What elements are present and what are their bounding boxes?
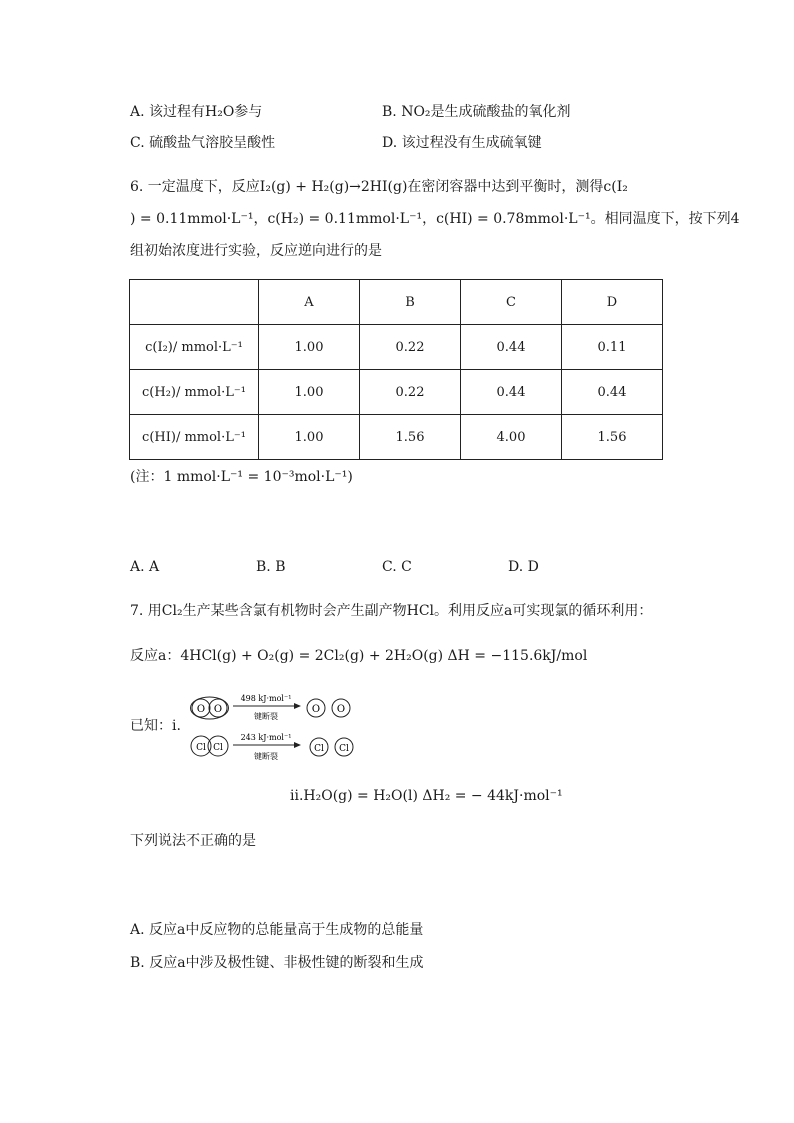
q7-option-a: A. 反应a中反应物的总能量高于生成物的总能量 [130, 922, 424, 938]
o-atom-label: O [311, 704, 321, 715]
arrow-head-icon [294, 703, 301, 709]
row-label: c(HI)/ mmol·L⁻¹ [130, 415, 259, 460]
q5-option-d: D. 该过程没有生成硫氧键 [382, 135, 542, 151]
cl-atom-label: Cl [314, 744, 324, 754]
q6-stem-line1: 6. 一定温度下，反应I₂(g) + H₂(g)→2HI(g)在密闭容器中达到平衡时，测得c(I₂ [130, 179, 628, 195]
table-header-cell: B [360, 280, 461, 325]
q6-note: (注：1 mmol·L⁻¹ = 10⁻³mol·L⁻¹) [130, 469, 353, 485]
q7-known-ii: ii.H₂O(g) = H₂O(l) ΔH₂ = − 44kJ·mol⁻¹ [290, 788, 563, 804]
o2-molecule [191, 697, 229, 719]
q7-stem: 7. 用Cl₂生产某些含氯有机物时会产生副产物HCl。利用反应a可实现氯的循环利用： [130, 603, 653, 619]
bond-energy-diagram [190, 693, 370, 772]
table-cell: 1.00 [259, 325, 360, 370]
q6-stem-line3: 组初始浓度进行实验，反应逆向进行的是 [130, 243, 382, 259]
q6-option-a: A. A [130, 559, 160, 575]
cl-atom-label: Cl [339, 744, 349, 754]
cl-bond-energy: 243 kJ·mol⁻¹ [240, 733, 292, 742]
cl2-molecule [191, 736, 228, 756]
table-cell: 0.44 [562, 370, 663, 415]
table-cell: 0.44 [461, 325, 562, 370]
table-cell: 0.11 [562, 325, 663, 370]
q7-known-label: 已知：i. [130, 718, 181, 734]
o-atom-label: O [336, 704, 346, 715]
cl-atom-label: Cl [196, 743, 206, 753]
table-row [130, 370, 663, 415]
o-atom-label: O [196, 704, 206, 715]
table-cell: 1.00 [259, 370, 360, 415]
table-cell: 1.56 [360, 415, 461, 460]
q7-reaction-a: 反应a：4HCl(g) + O₂(g) = 2Cl₂(g) + 2H₂O(g) ΔH = −115.6kJ/mol [130, 648, 588, 664]
table-cell: 0.22 [360, 370, 461, 415]
table-row [130, 415, 663, 460]
q6-option-d: D. D [508, 559, 539, 575]
cl-atom-label: Cl [213, 743, 223, 753]
table-header-cell: D [562, 280, 663, 325]
table-cell: 0.22 [360, 325, 461, 370]
q6-option-b: B. B [256, 559, 286, 575]
arrow-head-icon [294, 742, 301, 748]
row-label: c(I₂)/ mmol·L⁻¹ [130, 325, 259, 370]
o-atom-label: O [213, 704, 223, 715]
table-header-cell: C [461, 280, 562, 325]
o-bond-energy: 498 kJ·mol⁻¹ [240, 694, 292, 703]
table-header-row [130, 280, 663, 325]
q7-option-b: B. 反应a中涉及极性键、非极性键的断裂和生成 [130, 955, 424, 971]
q5-option-c: C. 硫酸盐气溶胶呈酸性 [130, 135, 276, 151]
table-header-cell: A [259, 280, 360, 325]
table-cell: 4.00 [461, 415, 562, 460]
q6-concentration-table [129, 279, 663, 460]
row-label: c(H₂)/ mmol·L⁻¹ [130, 370, 259, 415]
q5-option-a: A. 该过程有H₂O参与 [130, 104, 263, 120]
bond-break-label: 键断裂 [254, 712, 278, 721]
q7-question: 下列说法不正确的是 [130, 833, 256, 849]
bond-break-label: 键断裂 [254, 752, 278, 761]
table-row [130, 325, 663, 370]
table-cell: 1.00 [259, 415, 360, 460]
table-cell: 0.44 [461, 370, 562, 415]
q5-option-b: B. NO₂是生成硫酸盐的氧化剂 [382, 104, 571, 120]
table-header-cell [130, 280, 259, 325]
q6-stem-line2: ) = 0.11mmol·L⁻¹，c(H₂) = 0.11mmol·L⁻¹，c(HI) = 0.78mmol·L⁻¹。相同温度下，按下列4 [130, 211, 740, 227]
table-cell: 1.56 [562, 415, 663, 460]
q6-option-c: C. C [382, 559, 412, 575]
